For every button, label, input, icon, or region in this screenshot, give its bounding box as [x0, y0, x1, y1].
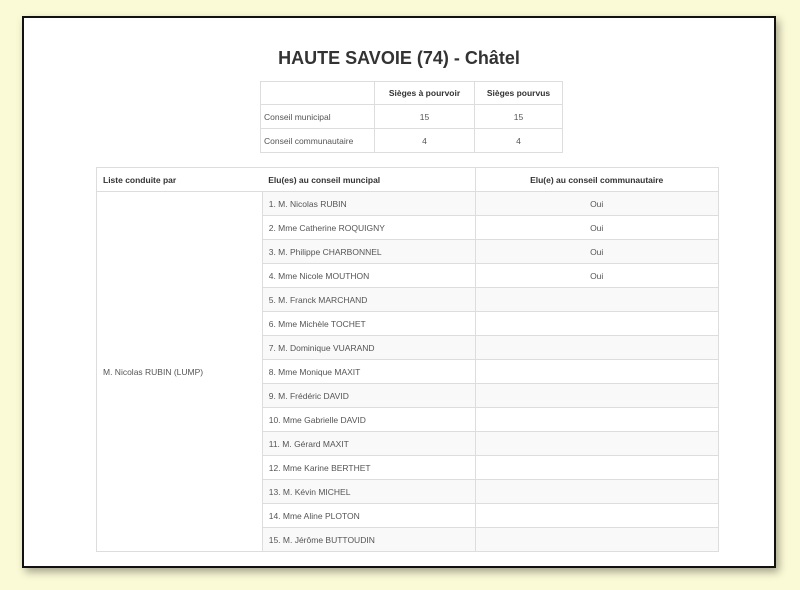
communautaire-value: [476, 360, 719, 384]
seats-row-municipal: [261, 105, 563, 129]
elected-name: 14. Mme Aline PLOTON: [262, 504, 476, 528]
seats-header-empty: [261, 82, 375, 105]
communautaire-value: [476, 432, 719, 456]
elected-name: 12. Mme Karine BERTHET: [262, 456, 476, 480]
communautaire-value: Oui: [476, 216, 719, 240]
seats-header-row: [261, 82, 563, 105]
seats-row-communautaire: [261, 129, 563, 153]
communautaire-value: [476, 456, 719, 480]
communautaire-value: [476, 528, 719, 552]
results-table: [96, 167, 719, 552]
elected-name: 7. M. Dominique VUARAND: [262, 336, 476, 360]
elected-name: 2. Mme Catherine ROQUIGNY: [262, 216, 476, 240]
communautaire-value: Oui: [476, 192, 719, 216]
communautaire-value: [476, 480, 719, 504]
results-header-row: [97, 168, 719, 192]
elected-name: 10. Mme Gabrielle DAVID: [262, 408, 476, 432]
elected-name: 5. M. Franck MARCHAND: [262, 288, 476, 312]
elected-name: 15. M. Jérôme BUTTOUDIN: [262, 528, 476, 552]
elected-name: 13. M. Kévin MICHEL: [262, 480, 476, 504]
seats-table: [260, 81, 563, 153]
seats-row-label: Conseil municipal: [261, 105, 375, 129]
list-head-cell: M. Nicolas RUBIN (LUMP): [97, 192, 263, 552]
page-title: HAUTE SAVOIE (74) - Châtel: [278, 48, 520, 68]
communautaire-value: Oui: [476, 264, 719, 288]
communautaire-value: [476, 312, 719, 336]
seats-header-a-pourvoir: Sièges à pourvoir: [375, 82, 475, 105]
content-frame: [22, 16, 776, 568]
communautaire-value: [476, 384, 719, 408]
seats-pourvus-value: 4: [475, 129, 563, 153]
table-row: [97, 192, 719, 216]
seats-a-pourvoir-value: 4: [375, 129, 475, 153]
communautaire-value: [476, 408, 719, 432]
elected-name: 9. M. Frédéric DAVID: [262, 384, 476, 408]
elected-name: 1. M. Nicolas RUBIN: [262, 192, 476, 216]
communautaire-value: [476, 504, 719, 528]
elected-name: 8. Mme Monique MAXIT: [262, 360, 476, 384]
seats-a-pourvoir-value: 15: [375, 105, 475, 129]
elected-name: 6. Mme Michèle TOCHET: [262, 312, 476, 336]
seats-header-pourvus: Sièges pourvus: [475, 82, 563, 105]
communautaire-value: Oui: [476, 240, 719, 264]
header-liste-conduite-par: Liste conduite par: [97, 168, 263, 192]
communautaire-value: [476, 336, 719, 360]
seats-pourvus-value: 15: [475, 105, 563, 129]
communautaire-value: [476, 288, 719, 312]
elected-name: 4. Mme Nicole MOUTHON: [262, 264, 476, 288]
elected-name: 3. M. Philippe CHARBONNEL: [262, 240, 476, 264]
seats-row-label: Conseil communautaire: [261, 129, 375, 153]
header-elus-municipal: Elu(es) au conseil muncipal: [262, 168, 476, 192]
elected-name: 11. M. Gérard MAXIT: [262, 432, 476, 456]
header-elu-communautaire: Elu(e) au conseil communautaire: [476, 168, 719, 192]
